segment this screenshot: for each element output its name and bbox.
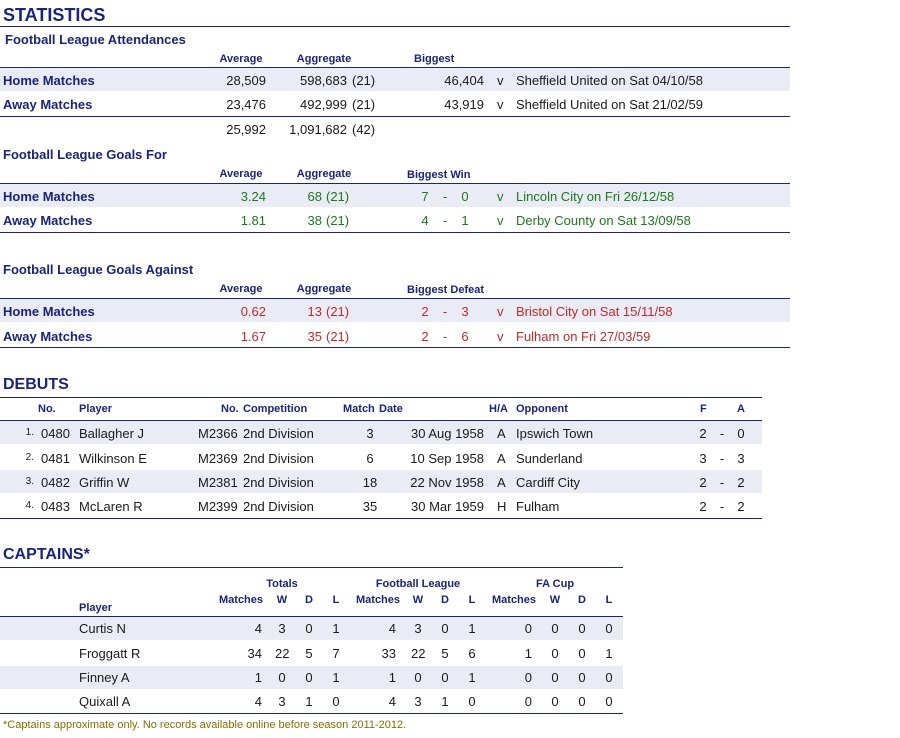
row-label: Away Matches (3, 97, 93, 112)
league-d: 1 (441, 694, 449, 709)
facup-l: 0 (605, 621, 613, 636)
player-name: Ballagher J (79, 426, 145, 441)
average-value: 1.67 (240, 329, 266, 344)
facup-matches: 0 (524, 670, 532, 685)
league-matches: 33 (381, 646, 396, 661)
total-w: 22 (275, 646, 290, 661)
league-d: 5 (441, 646, 449, 661)
biggest-value: 46,404 (444, 73, 484, 88)
col-matches: Matches (492, 594, 537, 606)
total-w: 3 (278, 621, 286, 636)
league-w: 22 (411, 646, 426, 661)
score-for: 3 (699, 451, 707, 466)
opponent-text: Derby County on Sat 13/09/58 (516, 213, 691, 228)
score-for: 7 (421, 189, 429, 204)
match-number: M2366 (198, 426, 238, 441)
match-date: 10 Sep 1958 (410, 451, 484, 466)
competition: 2nd Division (243, 475, 314, 490)
aggregate-value: 492,999 (300, 97, 347, 112)
match-count: 35 (362, 499, 378, 514)
score-against: 6 (461, 329, 469, 344)
total-w: 0 (278, 670, 286, 685)
score-against: 3 (461, 304, 469, 319)
versus-label: v (497, 213, 504, 228)
score-against: 0 (461, 189, 469, 204)
league-l: 6 (468, 646, 476, 661)
divider (0, 713, 623, 714)
col-d: D (305, 594, 313, 606)
opponent-text: Sheffield United on Sat 21/02/59 (516, 97, 703, 112)
divider (0, 518, 762, 519)
col-average: Average (219, 53, 263, 65)
facup-w: 0 (551, 694, 559, 709)
opponent: Ipswich Town (516, 426, 594, 441)
col-aggregate: Aggregate (296, 53, 352, 65)
score-against: 3 (737, 451, 745, 466)
score-dash: - (442, 213, 448, 228)
average-value: 3.24 (240, 189, 266, 204)
average-value: 23,476 (226, 97, 266, 112)
row-label: Away Matches (3, 213, 93, 228)
total-matches: 1 (254, 670, 262, 685)
score-for: 2 (421, 304, 429, 319)
facup-l: 0 (605, 694, 613, 709)
home-away: A (497, 475, 506, 490)
score-for: 2 (699, 426, 707, 441)
facup-l: 1 (605, 646, 613, 661)
match-date: 30 Aug 1958 (410, 426, 484, 441)
player-number: 0481 (41, 451, 70, 466)
player-name: Griffin W (79, 475, 130, 490)
competition: 2nd Division (243, 499, 314, 514)
captains-footnote: *Captains approximate only. No records available online before season 2011-2012. (3, 719, 407, 731)
score-for: 2 (699, 499, 707, 514)
facup-matches: 1 (524, 646, 532, 661)
col-matches: Matches (219, 594, 264, 606)
match-date: 30 Mar 1959 (411, 499, 484, 514)
total-l: 7 (332, 646, 340, 661)
col-matches: Matches (356, 594, 401, 606)
header-no: No. (38, 403, 56, 415)
total-l: 1 (332, 670, 340, 685)
league-d: 0 (441, 670, 449, 685)
games-count: (21) (326, 213, 350, 228)
league-w: 3 (414, 621, 422, 636)
facup-w: 0 (551, 646, 559, 661)
facup-matches: 0 (524, 621, 532, 636)
col-w: W (276, 594, 288, 606)
score-for: 4 (421, 213, 429, 228)
header-f: F (700, 403, 707, 415)
score-dash: - (719, 451, 725, 466)
league-l: 0 (468, 694, 476, 709)
league-l: 1 (468, 670, 476, 685)
divider (0, 567, 623, 568)
biggest-value: 43,919 (444, 97, 484, 112)
opponent: Fulham (516, 499, 560, 514)
facup-d: 0 (578, 621, 586, 636)
match-number: M2369 (198, 451, 238, 466)
total-matches: 4 (254, 694, 262, 709)
score-dash: - (719, 475, 725, 490)
total-games: (42) (352, 122, 376, 137)
header-date: Date (379, 403, 403, 415)
captain-name: Quixall A (79, 694, 131, 709)
row-index: 1. (25, 427, 34, 438)
col-d: D (578, 594, 586, 606)
col-aggregate: Aggregate (296, 168, 352, 180)
total-l: 1 (332, 621, 340, 636)
league-matches: 1 (388, 670, 396, 685)
score-dash: - (719, 426, 725, 441)
opponent: Cardiff City (516, 475, 581, 490)
header-competition: Competition (243, 403, 308, 415)
average-value: 28,509 (226, 73, 266, 88)
row-index: 3. (25, 476, 34, 487)
header-a: A (737, 403, 745, 415)
league-matches: 4 (388, 621, 396, 636)
facup-d: 0 (578, 694, 586, 709)
row-label: Away Matches (3, 329, 93, 344)
total-d: 0 (305, 670, 313, 685)
total-d: 5 (305, 646, 313, 661)
row-label: Home Matches (3, 73, 95, 88)
player-number: 0480 (41, 426, 70, 441)
statistics-title: STATISTICS (3, 5, 106, 25)
aggregate-value: 13 (307, 304, 322, 319)
match-number: M2399 (198, 499, 238, 514)
divider (0, 116, 790, 117)
aggregate-value: 598,683 (300, 73, 347, 88)
score-for: 2 (421, 329, 429, 344)
col-average: Average (219, 283, 263, 295)
col-l: L (468, 594, 476, 606)
row-label: Home Matches (3, 189, 95, 204)
player-name: McLaren R (79, 499, 143, 514)
attendance-title: Football League Attendances (5, 32, 186, 47)
col-w: W (549, 594, 561, 606)
col-d: D (441, 594, 449, 606)
average-value: 0.62 (240, 304, 266, 319)
score-dash: - (719, 499, 725, 514)
player-number: 0482 (41, 475, 70, 490)
versus-label: v (497, 304, 504, 319)
facup-w: 0 (551, 670, 559, 685)
facup-d: 0 (578, 670, 586, 685)
captains-title: CAPTAINS* (3, 546, 90, 563)
col-w: W (412, 594, 424, 606)
total-w: 3 (278, 694, 286, 709)
captain-name: Curtis N (79, 621, 126, 636)
games-count: (21) (326, 329, 350, 344)
col-biggest-win: Biggest Win (407, 169, 471, 181)
player-number: 0483 (41, 499, 70, 514)
row-label: Home Matches (3, 304, 95, 319)
facup-matches: 0 (524, 694, 532, 709)
aggregate-value: 35 (307, 329, 322, 344)
header-opponent: Opponent (516, 403, 568, 415)
league-d: 0 (441, 621, 449, 636)
total-l: 0 (332, 694, 340, 709)
opponent-text: Bristol City on Sat 15/11/58 (516, 304, 673, 319)
header-ha: H/A (489, 403, 508, 415)
header-player: Player (79, 403, 113, 415)
header-match: Match (343, 403, 375, 415)
league-w: 0 (414, 670, 422, 685)
games-count: (21) (326, 189, 350, 204)
score-dash: - (442, 304, 448, 319)
score-against: 1 (461, 213, 469, 228)
average-value: 1.81 (240, 213, 266, 228)
col-l: L (605, 594, 613, 606)
opponent: Sunderland (516, 451, 583, 466)
captain-name: Finney A (79, 670, 130, 685)
col-average: Average (219, 168, 263, 180)
captain-name: Froggatt R (79, 646, 141, 661)
opponent-text: Sheffield United on Sat 04/10/58 (516, 73, 703, 88)
home-away: A (497, 451, 506, 466)
match-date: 22 Nov 1958 (410, 475, 484, 490)
league-matches: 4 (388, 694, 396, 709)
total-matches: 34 (247, 646, 262, 661)
facup-l: 0 (605, 670, 613, 685)
total-matches: 4 (254, 621, 262, 636)
match-count: 18 (362, 475, 378, 490)
divider (0, 397, 762, 398)
player-name: Wilkinson E (79, 451, 147, 466)
col-aggregate: Aggregate (296, 283, 352, 295)
games-count: (21) (352, 97, 376, 112)
league-w: 3 (414, 694, 422, 709)
competition: 2nd Division (243, 451, 314, 466)
score-against: 2 (737, 475, 745, 490)
divider (0, 26, 790, 27)
divider (0, 347, 790, 348)
row-index: 4. (25, 500, 34, 511)
goals-against-title: Football League Goals Against (3, 262, 194, 277)
competition: 2nd Division (243, 426, 314, 441)
match-count: 6 (366, 451, 374, 466)
match-count: 3 (366, 426, 374, 441)
col-l: L (332, 594, 340, 606)
total-d: 0 (305, 621, 313, 636)
score-dash: - (442, 189, 448, 204)
total-d: 1 (305, 694, 313, 709)
col-biggest: Biggest (414, 53, 455, 65)
facup-d: 0 (578, 646, 586, 661)
total-average: 25,992 (226, 122, 266, 137)
score-dash: - (442, 329, 448, 344)
score-for: 2 (699, 475, 707, 490)
aggregate-value: 68 (307, 189, 322, 204)
row-index: 2. (25, 452, 34, 463)
opponent-text: Fulham on Fri 27/03/59 (516, 329, 651, 344)
home-away: A (497, 426, 506, 441)
games-count: (21) (352, 73, 376, 88)
col-biggest-defeat: Biggest Defeat (407, 284, 485, 296)
league-l: 1 (468, 621, 476, 636)
games-count: (21) (326, 304, 350, 319)
goals-for-title: Football League Goals For (3, 147, 167, 162)
opponent-text: Lincoln City on Fri 26/12/58 (516, 189, 675, 204)
divider (0, 232, 790, 233)
group-league: Football League (375, 578, 461, 590)
total-aggregate: 1,091,682 (289, 122, 347, 137)
versus-label: v (497, 329, 504, 344)
aggregate-value: 38 (307, 213, 322, 228)
match-number: M2381 (198, 475, 238, 490)
col-player: Player (79, 602, 113, 614)
group-facup: FA Cup (535, 578, 575, 590)
versus-label: v (497, 97, 504, 112)
score-against: 2 (737, 499, 745, 514)
score-against: 0 (737, 426, 745, 441)
group-totals: Totals (266, 578, 298, 590)
home-away: H (497, 499, 507, 514)
facup-w: 0 (551, 621, 559, 636)
versus-label: v (497, 73, 504, 88)
debuts-title: DEBUTS (3, 376, 69, 393)
header-match-no: No. (221, 403, 239, 415)
versus-label: v (497, 189, 504, 204)
